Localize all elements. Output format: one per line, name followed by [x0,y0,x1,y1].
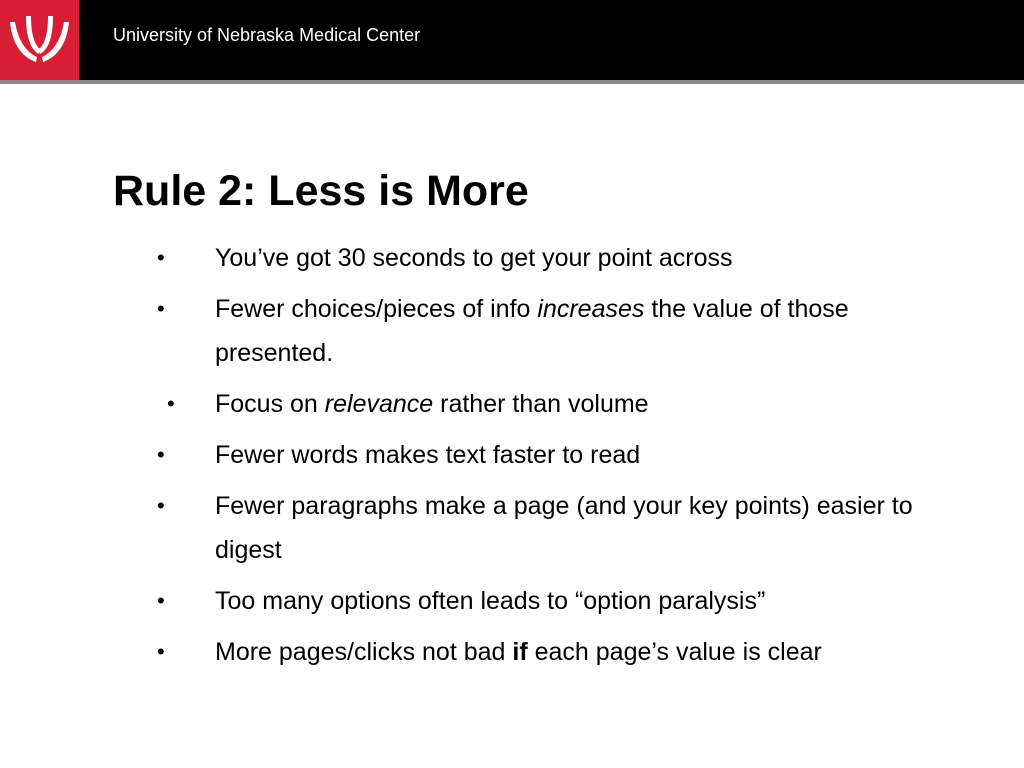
bullet-text: More pages/clicks not bad [215,638,513,666]
bullet-item [0,579,1024,623]
bullet-list [0,236,1024,681]
bullet-marker: • [157,588,165,613]
bullet-text: Fewer choices/pieces of info [215,295,538,323]
bullet-item [0,287,1024,375]
bullet-emphasis: increases [537,295,645,323]
bullet-marker: • [167,391,175,416]
bullet-text: Focus on [215,390,325,418]
bullet-marker: • [157,245,165,270]
bullet-item [0,236,1024,280]
bullet-text: Fewer words makes text faster to read [215,441,641,469]
bullet-text: Too many options often leads to “option paralysis” [215,587,766,615]
bullet-emphasis: relevance [324,390,434,418]
bullet-item [0,630,1024,674]
bullet-text: You’ve got 30 seconds to get your point across [215,244,733,272]
bullet-marker: • [157,442,165,467]
bullet-item [0,382,1024,426]
bullet-text: the value of those presented. [215,295,849,367]
unmc-logo-icon [0,0,79,80]
header-divider [0,80,1024,84]
bullet-item [0,484,1024,572]
bullet-strong: if [512,638,528,666]
bullet-item [0,433,1024,477]
bullet-text: Fewer paragraphs make a page (and your key points) easier to digest [215,492,913,564]
organization-name: University of Nebraska Medical Center [113,25,421,45]
bullet-marker: • [157,493,165,518]
slide-title: Rule 2: Less is More [113,167,529,215]
bullet-marker: • [157,639,165,664]
bullet-text: rather than volume [433,390,649,418]
bullet-text: each page’s value is clear [527,638,822,666]
bullet-marker: • [157,296,165,321]
